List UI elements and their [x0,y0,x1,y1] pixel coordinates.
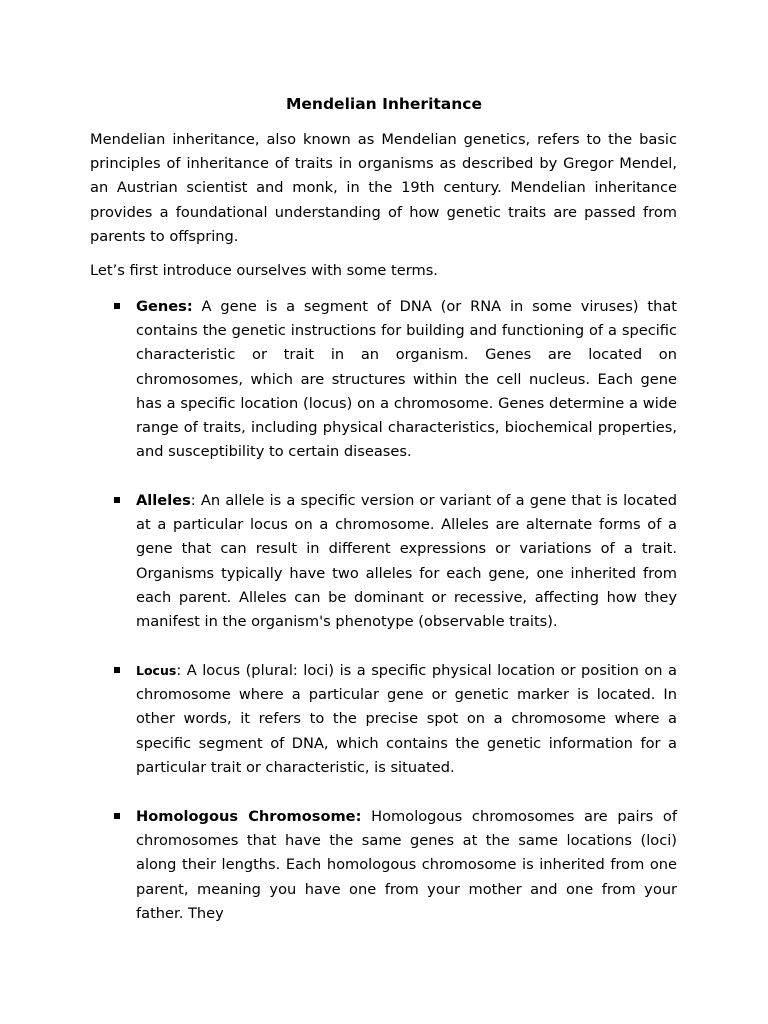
bullet-square-icon [114,497,120,503]
term-label: Alleles [136,492,191,509]
term-label: Homologous Chromosome: [136,808,362,825]
term-definition: : A locus (plural: loci) is a specific physical location or position on a chromosome where a particular gene or genetic marker is located. In other words, it refers to the precise spot on a chromosome where a specific segment of DNA, which contains the genetic information for a particular trait or characteristic, is situated. [136,662,677,776]
term-item-homologous-chromosome [136,805,677,926]
bullet-square-icon [114,813,120,819]
term-label: Genes: [136,298,193,315]
term-item-genes [136,295,677,464]
term-definition: A gene is a segment of DNA (or RNA in some viruses) that contains the genetic instructions for building and functioning of a specific characteristic or trait in an organism. Genes are located on chromosomes, which are structures within the cell nucleus. Each gene has a specific location (locus) on a chromosome. Genes determine a wide range of traits, including physical characteristics, biochemical properties, and susceptibility to certain diseases. [136,298,677,461]
term-definition: Homologous chromosomes are pairs of chromosomes that have the same genes at the same locations (loci) along their lengths. Each homologous chromosome is inherited from one parent, meaning you have one from your mother and one from your father. They [136,808,677,922]
intro-paragraph: Mendelian inheritance, also known as Mendelian genetics, refers to the basic principles of inheritance of traits in organisms as described by Gregor Mendel, an Austrian scientist and monk, in the 19th century. Mendelian inheritance provides a foundational understanding of how genetic traits are passed from parents to offspring. [90,131,677,245]
page-title: Mendelian Inheritance [285,95,482,113]
bullet-square-icon [114,667,120,673]
term-item-locus [136,659,677,780]
term-label: Locus [136,663,177,678]
lead-sentence: Let’s first introduce ourselves with some terms. [90,262,438,279]
bullet-square-icon [114,303,120,309]
term-definition: : An allele is a specific version or variant of a gene that is located at a particular locus on a chromosome. Alleles are alternate forms of a gene that can result in different expressions or variations of a trait. Organisms typically have two alleles for each gene, one inherited from each parent. Alleles can be dominant or recessive, affecting how they manifest in the organism's phenotype (observable traits). [136,492,677,631]
term-item-alleles [136,489,677,634]
